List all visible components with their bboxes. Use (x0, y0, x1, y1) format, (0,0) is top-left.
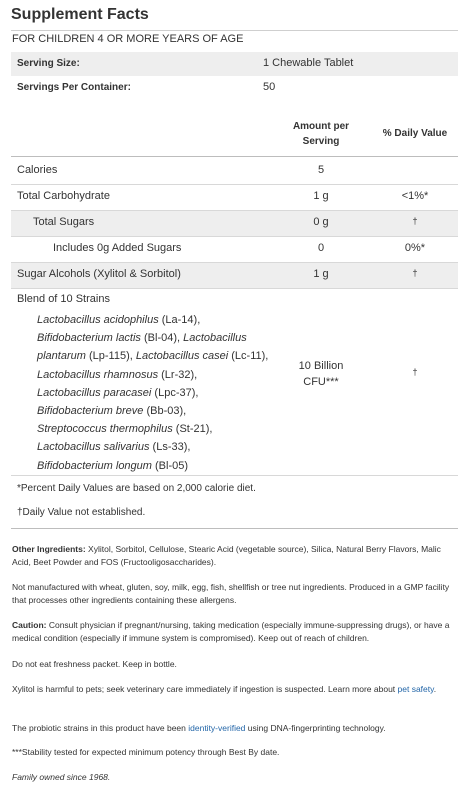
xylitol-note (12, 683, 460, 696)
strain-code: (St-21), (172, 423, 213, 436)
serving-size-row (11, 52, 458, 76)
servings-per-container-row (11, 76, 458, 100)
nutrient-amount: 0 g (313, 216, 329, 228)
strain-name: Lactobacillus rhamnosus (37, 368, 159, 381)
nutrient-dv: † (412, 216, 418, 226)
strain-code: (Lr-32), (158, 368, 198, 381)
nutrient-name: Includes 0g Added Sugars (53, 242, 182, 254)
probiotic-note (12, 722, 460, 735)
strain-name: Lactobacillus casei (135, 350, 229, 363)
pet-safety-link[interactable]: pet safety (397, 684, 434, 694)
serving-size-label: Serving Size: (17, 58, 80, 69)
strain-name: Lactobacillus plantarum (37, 332, 247, 363)
strain-name: Bifidobacterium longum (37, 459, 152, 472)
nutrient-dv: 0%* (404, 242, 426, 254)
title-divider (11, 30, 458, 31)
strain-code: (Lp-115), (85, 350, 136, 363)
blend-amount: 10 Billion CFU*** (298, 360, 344, 388)
strain-name: Bifidobacterium lactis (37, 332, 141, 345)
strain-name: Lactobacillus paracasei (37, 386, 152, 399)
other-ingredients (12, 543, 460, 569)
header-daily-value: % Daily Value (382, 128, 448, 139)
blend-dv: † (412, 367, 418, 377)
caution-label: Caution: (12, 620, 47, 630)
caution-note (12, 619, 460, 645)
nutrient-amount: 0 (317, 242, 325, 254)
dv-footnote: *Percent Daily Values are based on 2,000 calorie diet. (17, 483, 256, 494)
stability-note: ***Stability tested for expected minimum potency through Best By date. (12, 747, 280, 757)
nutrient-dv: <1%* (401, 190, 429, 202)
strain-code: (Lpc-37), (151, 386, 199, 399)
nutrient-amount: 1 g (313, 190, 329, 202)
nutrient-row-calories (11, 159, 458, 185)
nutrient-row-total-carbohydrate (11, 185, 458, 211)
nutrient-amount: 5 (317, 164, 325, 176)
dagger-footnote: †Daily Value not established. (17, 507, 146, 518)
servings-per-container-value: 50 (263, 81, 276, 93)
nutrient-name: Sugar Alcohols (Xylitol & Sorbitol) (17, 268, 181, 280)
probiotic-text: The probiotic strains in this product have been (12, 723, 189, 733)
blend-row (11, 289, 458, 476)
panel-subtitle: FOR CHILDREN 4 OR MORE YEARS OF AGE (12, 33, 244, 45)
family-owned-note: Family owned since 1968. (12, 772, 111, 782)
manufacturing-note: Not manufactured with wheat, gluten, soy, milk, egg, fish, shellfish or tree nut ingredients. Produced in a GMP facility that processes other ingredients containing these allergens. (12, 582, 450, 605)
xylitol-end: . (433, 684, 437, 694)
blend-title: Blend of 10 Strains (17, 293, 110, 305)
serving-size-value: 1 Chewable Tablet (263, 57, 354, 69)
identity-verified-link[interactable]: identity-verified (188, 723, 246, 733)
header-amount-per-serving: Amount per Serving (292, 121, 350, 147)
servings-per-container-label: Servings Per Container: (17, 82, 131, 93)
strain-code: (Bl-04), (140, 332, 184, 345)
strain-code: (Bb-03), (143, 405, 187, 418)
strain-list (37, 311, 277, 475)
probiotic-end: using DNA-fingerprinting technology. (245, 723, 386, 733)
other-ingredients-label: Other Ingredients: (12, 544, 86, 554)
panel-title: Supplement Facts (11, 6, 149, 23)
nutrient-name: Total Carbohydrate (17, 190, 110, 202)
strain-name: Lactobacillus salivarius (37, 441, 150, 454)
strain-code: (Ls-33), (149, 441, 191, 454)
footnote-divider (11, 528, 458, 529)
strain-code: (La-14), (158, 314, 201, 326)
strain-code: (Bl-05) (151, 459, 189, 472)
other-ingredients-text: Xylitol, Sorbitol, Cellulose, Stearic Acid (vegetable source), Silica, Natural Berry Flavors, Malic Acid, Beet Powder and FOS (Fructooligosaccharides). (12, 544, 441, 567)
strain-name: Streptococcus thermophilus (37, 423, 173, 436)
strain-code: (Lc-11), (228, 350, 269, 363)
nutrient-name: Calories (17, 164, 58, 176)
xylitol-text: Xylitol is harmful to pets; seek veterinary care immediately if ingestion is suspected. Learn more about (12, 684, 398, 694)
table-header (11, 115, 458, 157)
nutrient-row-total-sugars (11, 211, 458, 237)
freshness-note: Do not eat freshness packet. Keep in bottle. (12, 659, 177, 669)
nutrient-amount: 1 g (313, 268, 329, 280)
nutrient-row-sugar-alcohols (11, 263, 458, 289)
caution-text: Consult physician if pregnant/nursing, taking medication (especially immune-suppressing drugs), or have a medical condition (especially if immune system is compromised). Keep out of reach of children. (12, 620, 450, 643)
strain-name: Bifidobacterium breve (37, 405, 144, 418)
nutrient-row-added-sugars (11, 237, 458, 263)
nutrient-dv: † (412, 268, 418, 278)
nutrient-name: Total Sugars (33, 216, 95, 228)
strain-name: Lactobacillus acidophilus (37, 314, 159, 326)
